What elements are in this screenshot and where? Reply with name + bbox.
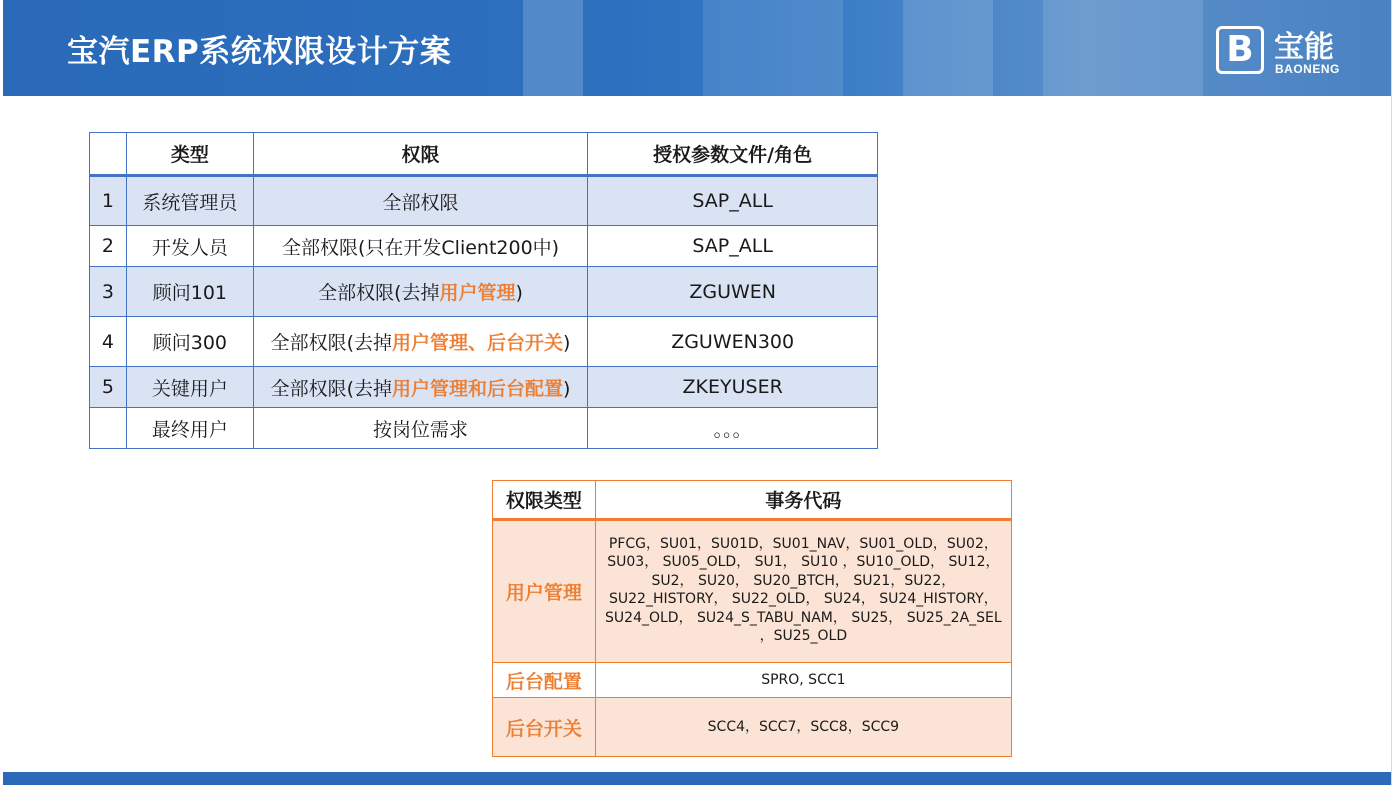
row-number: 3: [90, 267, 127, 317]
row-permission: [253, 226, 588, 267]
row-permission: [253, 367, 588, 408]
header-transaction-codes: 事务代码: [595, 481, 1011, 520]
banner-decoration: [1043, 0, 1203, 96]
header-role: 授权参数文件/角色: [588, 133, 878, 176]
table-row: [90, 317, 878, 367]
row-codes: PFCG，SU01，SU01D，SU01_NAV，SU01_OLD，SU02，SU03， SU05_OLD， SU1， SU10 ，SU10_OLD， SU12， SU2， SU20， SU20_BTCH， SU21，SU22， SU22_HISTORY， SU22_OLD， SU24， SU24_HISTORY， SU24_OLD， SU24_S_TABU_NAM， SU25， SU25_2A_SEL ，SU25_OLD: [595, 520, 1011, 663]
row-role: ZGUWEN300: [588, 317, 878, 367]
table-row: [493, 663, 1012, 698]
logo-english-name: BAONENG: [1275, 62, 1340, 76]
permission-text: 全部权限(去掉: [270, 377, 393, 400]
table-row: [90, 408, 878, 449]
row-permission: [253, 408, 588, 449]
row-type: 关键用户: [126, 367, 253, 408]
row-permission: [253, 176, 588, 226]
row-number: 5: [90, 367, 127, 408]
row-type: 开发人员: [126, 226, 253, 267]
roles-table-header: [90, 133, 878, 176]
tcode-table-header: [493, 481, 1012, 520]
row-category: 后台配置: [493, 663, 596, 698]
permission-highlight: 用户管理和后台配置: [392, 377, 564, 400]
transaction-code-table: [492, 480, 1012, 757]
page-title: 宝汽ERP系统权限设计方案: [67, 34, 452, 70]
banner-decoration: [903, 0, 993, 96]
table-row: [90, 226, 878, 267]
row-role: 。。。: [588, 408, 878, 449]
table-row: [90, 367, 878, 408]
row-number: [90, 408, 127, 449]
row-category: 后台开关: [493, 698, 596, 757]
roles-table: [89, 132, 878, 449]
logo-chinese-name: 宝能: [1274, 30, 1334, 65]
table-row: [493, 698, 1012, 757]
row-number: 4: [90, 317, 127, 367]
permission-text: 全部权限: [382, 191, 459, 214]
row-permission: [253, 267, 588, 317]
row-type: 顾问300: [126, 317, 253, 367]
row-number: 1: [90, 176, 127, 226]
banner-decoration: [523, 0, 583, 96]
table-row: [493, 520, 1012, 663]
header-permission-type: 权限类型: [493, 481, 596, 520]
row-role: ZGUWEN: [588, 267, 878, 317]
row-category: 用户管理: [493, 520, 596, 663]
header-banner: [3, 0, 1391, 96]
permission-text: 全部权限(去掉: [270, 332, 393, 354]
permission-text: 按岗位需求: [373, 418, 469, 441]
footer-bar: [3, 772, 1391, 785]
permission-suffix: ): [563, 332, 571, 354]
banner-decoration: [703, 0, 843, 96]
header-type: 类型: [126, 133, 253, 176]
row-codes: SPRO, SCC1: [595, 663, 1011, 698]
row-type: 顾问101: [126, 267, 253, 317]
row-role: ZKEYUSER: [588, 367, 878, 408]
permission-suffix: ): [515, 282, 523, 304]
table-row: [90, 176, 878, 226]
permission-text: 全部权限(去掉: [318, 282, 440, 304]
row-permission: [253, 317, 588, 367]
permission-text: 全部权限(只在开发Client200中): [281, 236, 560, 259]
header-index: [90, 133, 127, 176]
table-row: [90, 267, 878, 317]
row-role: SAP_ALL: [588, 226, 878, 267]
logo-b-icon: B: [1216, 26, 1264, 74]
permission-highlight: 用户管理: [439, 282, 516, 304]
permission-suffix: ): [563, 377, 571, 400]
row-role: SAP_ALL: [588, 176, 878, 226]
row-number: 2: [90, 226, 127, 267]
row-type: 最终用户: [126, 408, 253, 449]
row-type: 系统管理员: [126, 176, 253, 226]
permission-highlight: 用户管理、后台开关: [392, 332, 564, 354]
row-codes: SCC4，SCC7，SCC8，SCC9: [595, 698, 1011, 757]
header-permission: 权限: [253, 133, 588, 176]
